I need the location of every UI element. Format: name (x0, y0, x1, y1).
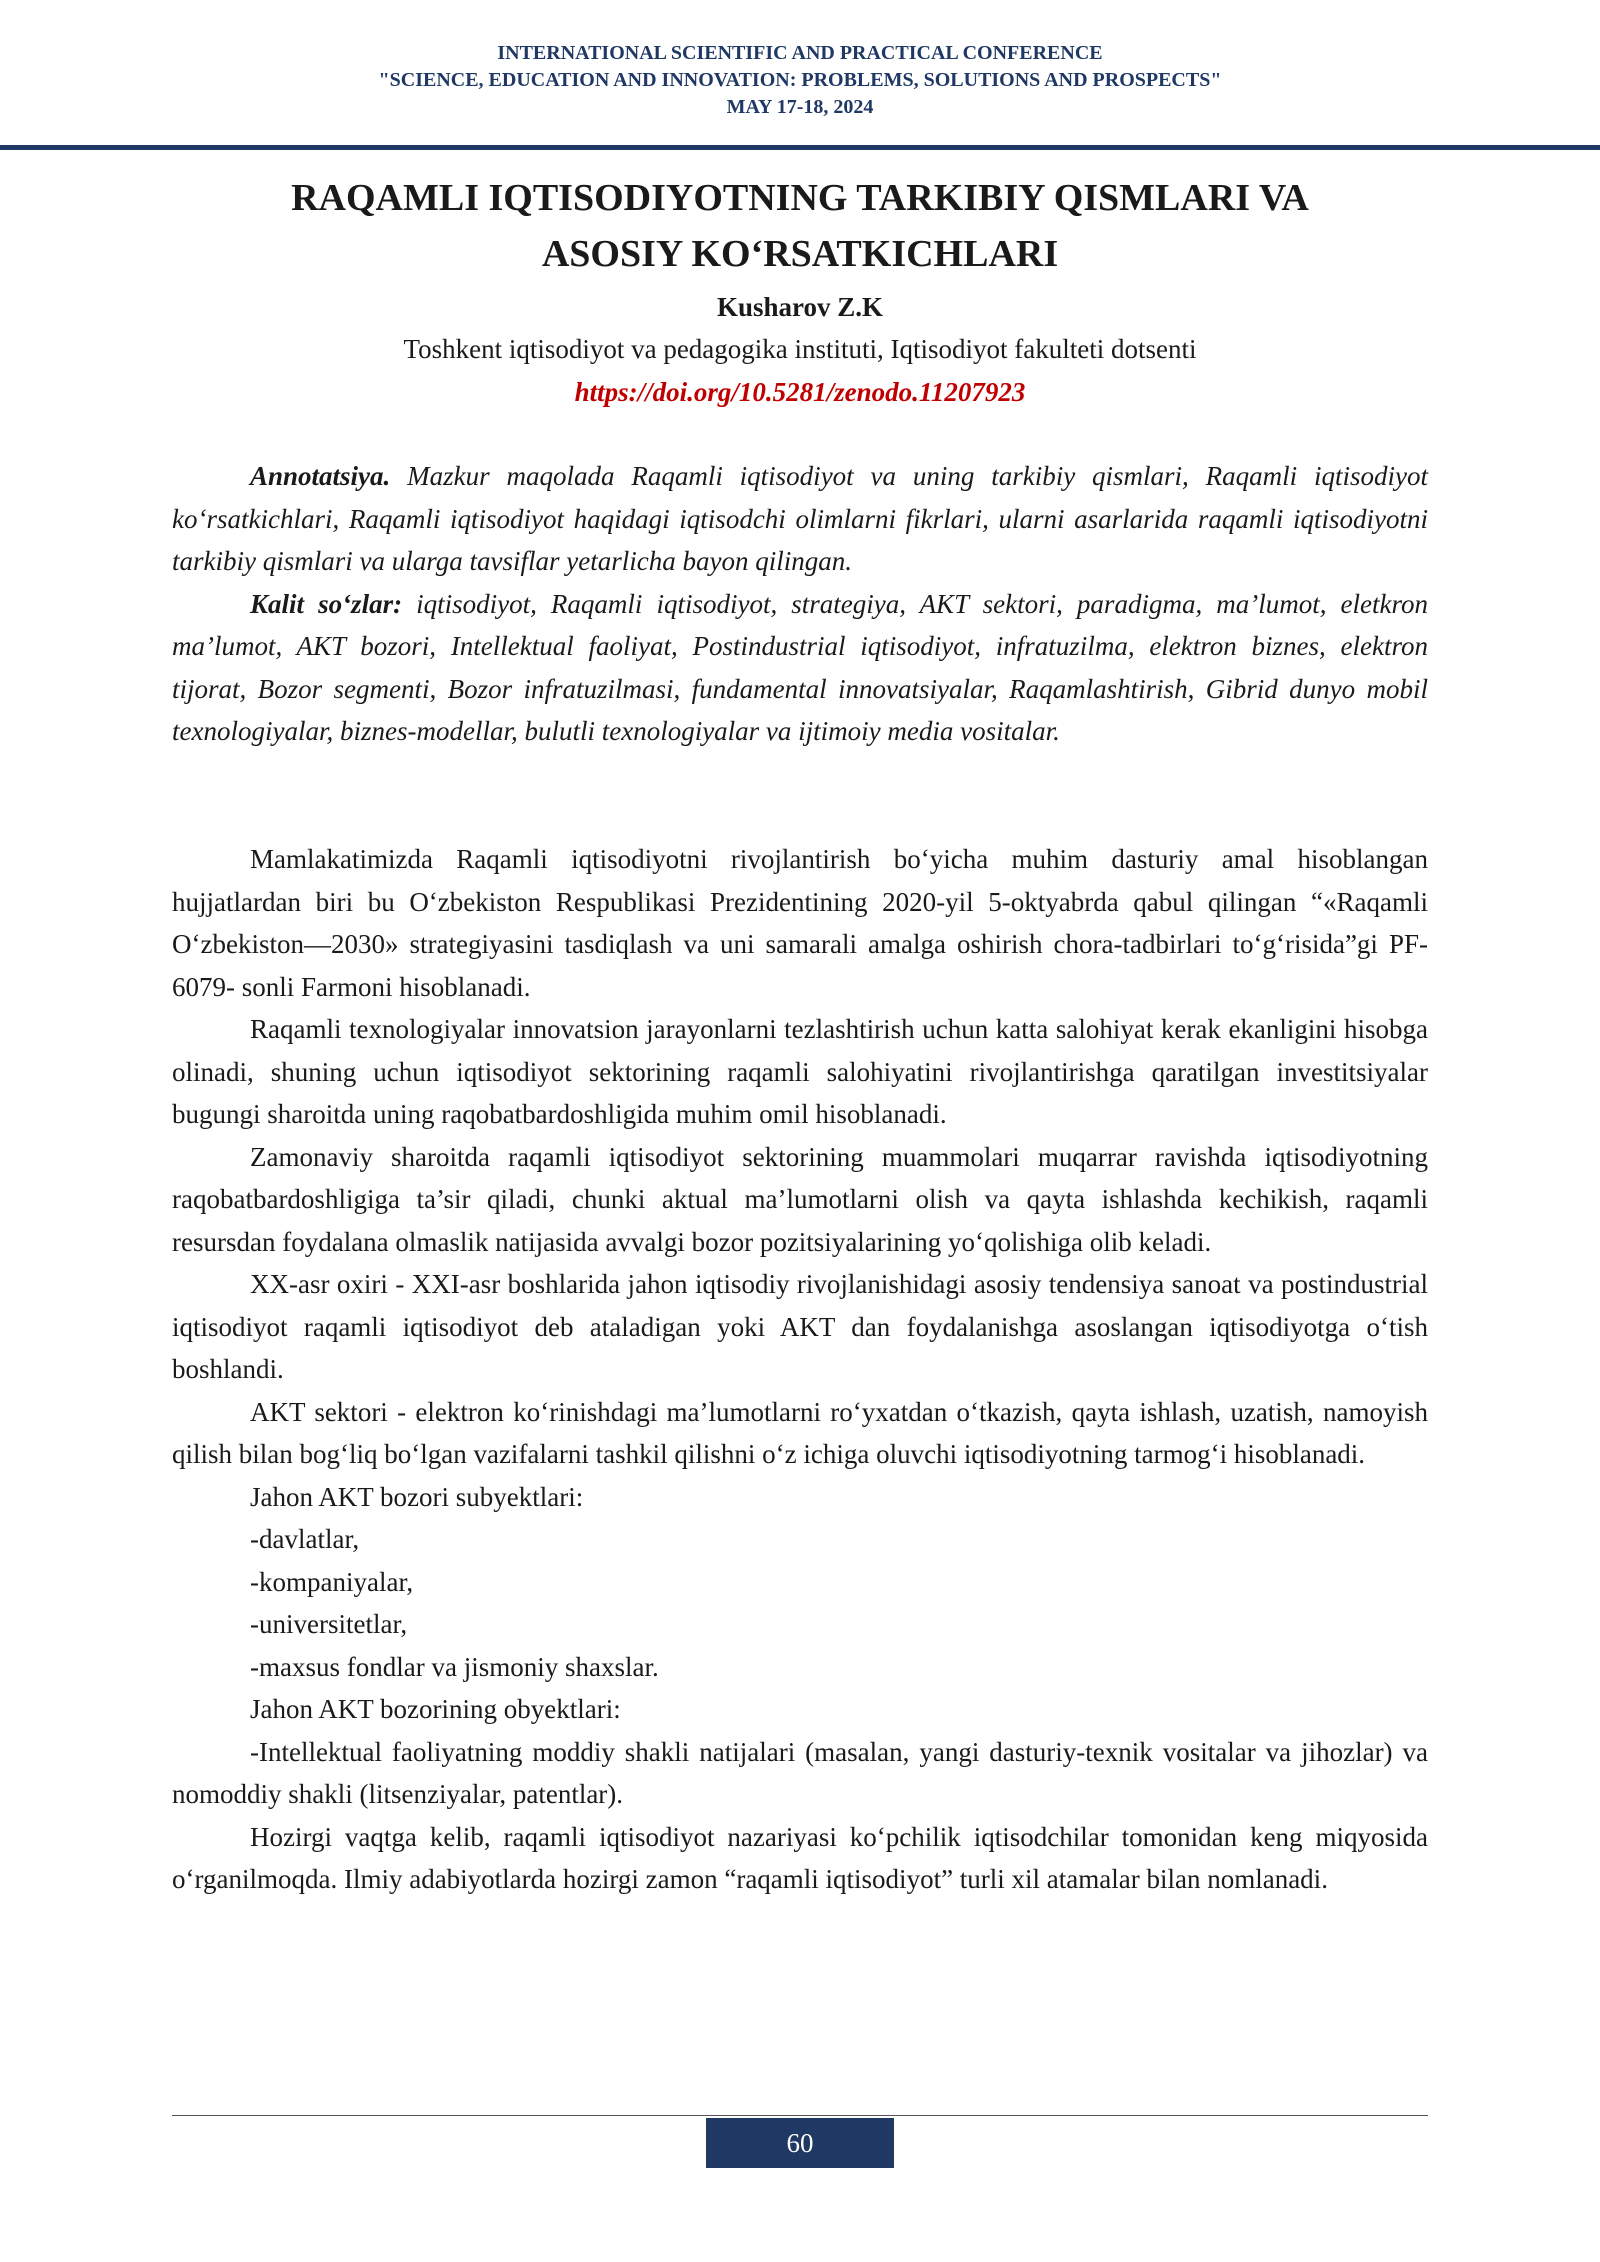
abstract-paragraph (172, 455, 1428, 583)
keywords-paragraph (172, 583, 1428, 753)
conference-date: MAY 17-18, 2024 (726, 96, 874, 118)
body-paragraph: XX-asr oxiri - XXI-asr boshlarida jahon iqtisodiy rivojlanishidagi asosiy tendensiya sanoat va postindustrial iqtisodiyot raqamli iqtisodiyot deb ataladigan yoki AKT dan foydalanishga asoslangan iqtisodiyotga o‘tish boshlandi. (172, 1269, 1428, 1384)
main-body (172, 838, 1428, 1901)
subjects-heading: Jahon AKT bozori subyektlari: (250, 1481, 584, 1512)
keywords-text: iqtisodiyot, Raqamli iqtisodiyot, strategiya, AKT sektori, paradigma, ma’lumot, eletkron ma’lumot, AKT bozori, Intellektual faoliyat, Postindustrial iqtisodiyot, infratuzilma, elektron biznes, elektron tijorat, Bozor segmenti, Bozor infratuzilmasi, fundamental innovatsiyalar, Raqamlashtirish, Gibrid dunyo mobil texnologiyalar, biznes-modellar, bulutli texnologiyalar va ijtimoiy media vositalar. (172, 588, 1428, 746)
paper-title-line-1: RAQAMLI IQTISODIYOTNING TARKIBIY QISMLARI VA (291, 177, 1309, 219)
conference-name: INTERNATIONAL SCIENTIFIC AND PRACTICAL CONFERENCE (497, 42, 1103, 64)
paper-title-line-2: ASOSIY KO‘RSATKICHLARI (541, 233, 1059, 275)
author-name: Kusharov Z.K (716, 292, 884, 322)
body-paragraph: Zamonaviy sharoitda raqamli iqtisodiyot sektorining muammolari muqarrar ravishda iqtisodiyotning raqobatbardoshligiga ta’sir qiladi, chunki aktual ma’lumotlarni olish va qayta ishlashda kechikish, raqamli resursdan foydalana olmaslik natijasida avvalgi bozor pozitsiyalarining yo‘qolishiga olib keladi. (172, 1141, 1428, 1257)
list-item: -universitetlar, (250, 1609, 408, 1639)
list-item: -davlatlar, (250, 1524, 360, 1554)
author-affiliation: Toshkent iqtisodiyot va pedagogika instituti, Iqtisodiyot fakulteti dotsenti (403, 334, 1197, 364)
doi-link[interactable]: https://doi.org/10.5281/zenodo.11207923 (574, 377, 1026, 407)
keywords-label: Kalit so‘zlar: (250, 588, 403, 619)
header-divider (0, 145, 1600, 150)
paper-title (100, 170, 1500, 282)
body-paragraph: Hozirgi vaqtga kelib, raqamli iqtisodiyot nazariyasi ko‘pchilik iqtisodchilar tomonidan keng miqyosida o‘rganilmoqda. Ilmiy adabiyotlarda hozirgi zamon “raqamli iqtisodiyot” turli xil atamalar bilan nomlanadi. (172, 1821, 1428, 1894)
list-item: -kompaniyalar, (250, 1566, 414, 1597)
body-paragraph: Mamlakatimizda Raqamli iqtisodiyotni rivojlantirish bo‘yicha muhim dasturiy amal hisoblangan hujjatlardan biri bu O‘zbekiston Respublikasi Prezidentining 2020-yil 5-oktyabrda qabul qilingan “«Raqamli O‘zbekiston—2030» strategiyasini tasdiqlash va uni samarali amalga oshirish chora-tadbirlari to‘g‘risida”gi PF-6079- sonli Farmoni hisoblanadi. (172, 844, 1428, 1002)
conference-header (0, 40, 1600, 121)
objects-paragraph: -Intellektual faoliyatning moddiy shakli natijalari (masalan, yangi dasturiy-texnik vositalar va jihozlar) va nomoddiy shakli (litsenziyalar, patentlar). (172, 1736, 1428, 1809)
page-number: 60 (706, 2118, 894, 2168)
footer-divider (172, 2115, 1428, 2116)
list-item: -maxsus fondlar va jismoniy shaxslar. (250, 1651, 659, 1682)
abstract-label: Annotatsiya. (250, 461, 391, 491)
body-paragraph: AKT sektori - elektron ko‘rinishdagi ma’lumotlarni ro‘yxatdan o‘tkazish, qayta ishlash, uzatish, namoyish qilish bilan bog‘liq bo‘lgan vazifalarni tashkil qilishni o‘z ichiga oluvchi iqtisodiyotning tarmog‘i hisoblanadi. (172, 1396, 1428, 1469)
abstract-text: Mazkur maqolada Raqamli iqtisodiyot va uning tarkibiy qismlari, Raqamli iqtisodiyot ko‘rsatkichlari, Raqamli iqtisodiyot haqidagi iqtisodchi olimlarni fikrlari, ularni asarlarida raqamli iqtisodiyotni tarkibiy qismlari va ularga tavsiflar yetarlicha bayon qilingan. (172, 461, 1428, 576)
body-paragraph: Raqamli texnologiyalar innovatsion jarayonlarni tezlashtirish uchun katta salohiyat kerak ekanligini hisobga olinadi, shuning uchun iqtisodiyot sektorining raqamli salohiyatini rivojlantirishga qaratilgan investitsiyalar bugungi sharoitda uning raqobatbardoshligida muhim omil hisoblanadi. (172, 1014, 1428, 1129)
objects-heading: Jahon AKT bozorining obyektlari: (250, 1694, 621, 1724)
conference-theme: "SCIENCE, EDUCATION AND INNOVATION: PROBLEMS, SOLUTIONS AND PROSPECTS" (378, 69, 1222, 91)
abstract-section (172, 455, 1428, 753)
